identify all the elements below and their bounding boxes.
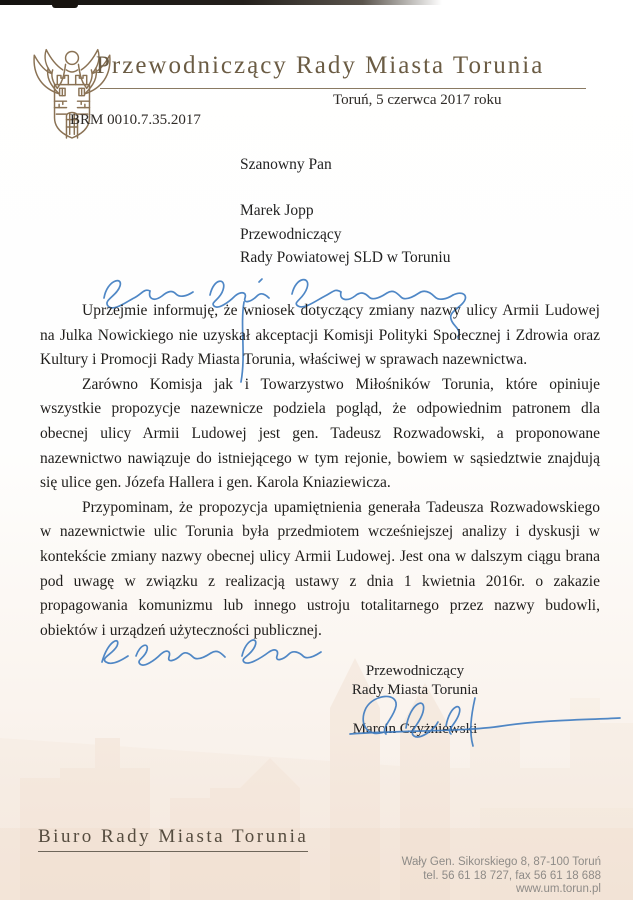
paragraph-2: Zarówno Komisja jak i Towarzystwo Miłośników Torunia, które opiniuje wszystkie propozycje nazewnicze podziela pogląd, że odpowiednim patronem dla obecnej ulicy Armii Ludowej jest gen. Tadeusz Rozwadowski, a proponowane nazewnictwo nawiązuje do istniejącego w tym rejonie, bowiem w sąsiedztwie znajdują się ulice gen. Józefa Hallera i gen. Karola Kniaziewicza. (40, 375, 600, 492)
footer-office-name: Biuro Rady Miasta Torunia (38, 826, 308, 852)
letterhead-rule (100, 88, 586, 89)
footer-contact-block (341, 856, 601, 897)
recipient-block (240, 199, 450, 270)
letterhead-title: Przewodniczący Rady Miasta Torunia (96, 52, 545, 79)
reference-number: BRM 0010.7.35.2017 (70, 112, 201, 128)
recipient-name: Marek Jopp (240, 202, 314, 219)
scan-edge-blob (52, 0, 78, 8)
recipient-salutation: Szanowny Pan (240, 156, 332, 173)
signatory-title-line2: Rady Miasta Torunia (351, 681, 479, 698)
paragraph-3: Przypominam, że propozycja upamiętnienia generała Tadeusza Rozwadowskiego w nazewnictwie ulic Torunia była przedmiotem wcześniejszej analizy i dyskusji w kontekście zmiany nazwy obecnej ulicy Armii Ludowej. Jest ona w dalszym ciągu brana pod uwagę w związku z realizacją ustawy z dnia 1 kwietnia 2016r. o zakazie propagowania komunizmu lub innego ustroju totalitarnego przez nazwy budowli, obiektów i urządzeń użyteczności publicznej. (40, 498, 600, 639)
signatory-title-line1: Przewodniczący (365, 663, 465, 679)
footer-street-address: Wały Gen. Sikorskiego 8, 87-100 Toruń (401, 856, 601, 868)
recipient-organization: Rady Powiatowej SLD w Toruniu (240, 249, 451, 266)
paragraph-1: Uprzejmie informuję, że wniosek dotyczący zmiany nazwy ulicy Armii Ludowej na Julka Nowickiego nie uzyskał akceptacji Komisji Polityki Społecznej i Zdrowia oraz Kultury i Promocji Rady Miasta Torunia, właściwej w sprawach nazewnictwa. (40, 302, 600, 369)
letter-body (40, 299, 600, 643)
recipient-title: Przewodniczący (240, 225, 342, 243)
signatory-name: Marcin Czyżniewski (352, 721, 478, 737)
footer-phone-fax: tel. 56 61 18 727, fax 56 61 18 688 (423, 869, 601, 882)
footer-website: www.um.torun.pl (515, 883, 601, 895)
handwritten-signature-scribble (342, 688, 627, 750)
handwritten-closing (92, 622, 347, 680)
date-line: Toruń, 5 czerwca 2017 roku (333, 92, 502, 108)
